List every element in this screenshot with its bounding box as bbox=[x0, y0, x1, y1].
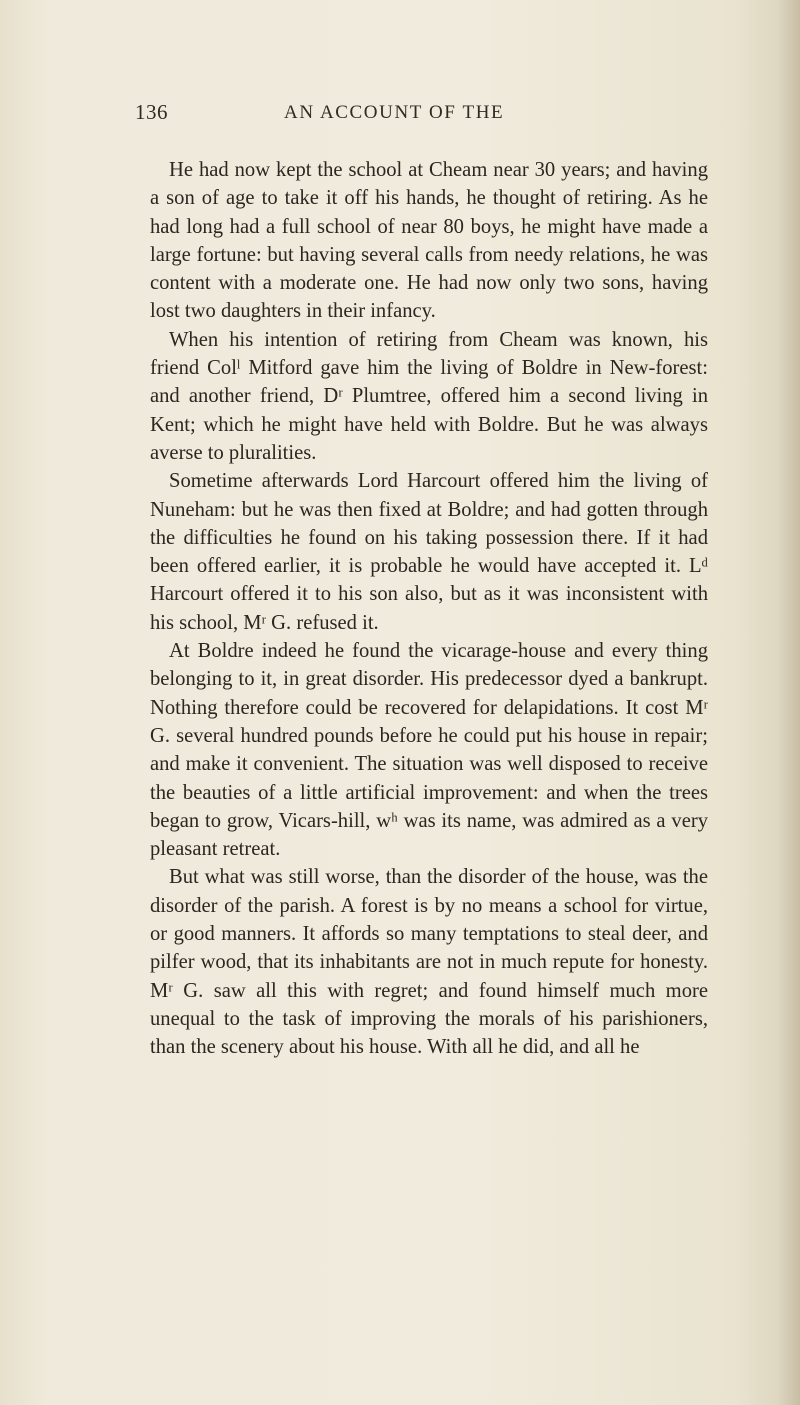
paragraph-nuneham: Sometime afterwards Lord Harcourt offered him the living of Nuneham: but he was then fixed at Boldre; and had gotten through the difficulties he found on his taking possession there. If it had been offered earlier, it is probable he would have accepted it. Lᵈ Harcourt offered it to his son also, but as it was inconsistent with his school, Mʳ G. refused it. bbox=[150, 470, 708, 634]
paragraph-retiring: He had now kept the school at Cheam near 30 years; and having a son of age to take it off his hands, he thought of retiring. As he had long had a full school of near 80 boys, he might have made a large fortune: but having several calls from needy relations, he was content with a moderate one. He had now only two sons, having lost two daughters in their infancy. bbox=[150, 159, 708, 323]
page-number: 136 bbox=[135, 100, 168, 124]
paragraph-boldre-living: When his intention of retiring from Cheam was known, his friend Colˡ Mitford gave him the living of Boldre in New-forest: and another friend, Dʳ Plumtree, offered him a second living in Kent; which he might have held with Boldre. But he was always averse to pluralities. bbox=[150, 328, 708, 464]
page-header bbox=[0, 100, 800, 140]
paragraph-parish-disorder: But what was still worse, than the disorder of the house, was the disorder of the parish. A forest is by no means a school for virtue, or good manners. It affords so many temptations to steal deer, and pilfer wood, that its inhabitants are not in much repute for honesty. Mʳ G. saw all this with regret; and found himself much more unequal to the task of improving the morals of his parishioners, than the scenery about his house. With all he did, and all he bbox=[150, 866, 708, 1059]
paragraph-vicarage-house: At Boldre indeed he found the vicarage-house and every thing belonging to it, in great disorder. His predecessor dyed a bankrupt. Nothing therefore could be recovered for delapidations. It cost Mʳ G. several hundred pounds before he could put his house in repair; and make it convenient. The situation was well disposed to receive the beauties of a little artificial improvement: and when the trees began to grow, Vicars-hill, wʰ was its name, was admired as a very pleasant retreat. bbox=[150, 640, 708, 861]
running-head: AN ACCOUNT OF THE bbox=[284, 102, 505, 123]
body-text bbox=[150, 156, 708, 1062]
page-edge-shadow bbox=[778, 0, 800, 1405]
